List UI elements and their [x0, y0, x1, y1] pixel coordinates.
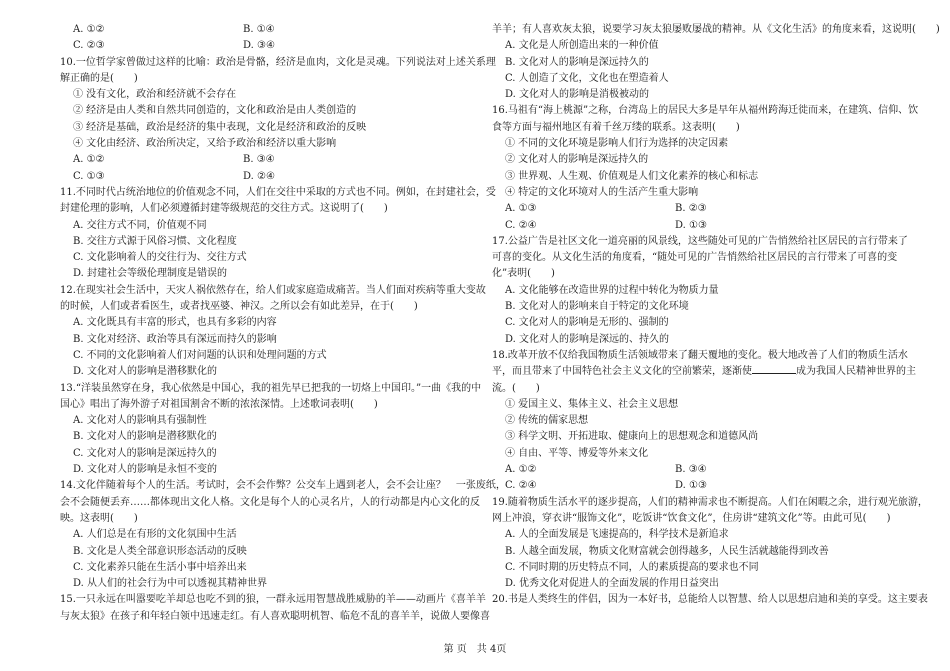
question-text-line: 20.书是人类终生的伴侣，因为一本好书，总能给人以智慧、给人以思想启迪和美的享受。这主要表: [492, 594, 928, 606]
question-text-line: 国心》唱出了海外游子对祖国割舍不断的浓浓深情。上述歌词表明( ): [60, 398, 378, 410]
answer-option: B. 文化是人类全部意识形态活动的反映: [73, 545, 247, 557]
answer-option: D. 文化对人的影响是潜移默化的: [73, 366, 218, 378]
question-text-line: 18.改革开放不仅给我国物质生活领域带来了翻天覆地的变化。极大地改善了人们的物质生活水: [492, 349, 908, 361]
answer-option: C. 文化对人的影响是深远持久的: [73, 447, 217, 459]
option-choice: B. ③④: [675, 464, 707, 476]
option-pair-row: [60, 38, 480, 54]
answer-option: ③ 科学文明、开拓进取、健康向上的思想观念和道德风尚: [505, 431, 759, 443]
answer-option: C. 文化对人的影响是无形的、强制的: [505, 317, 669, 329]
answer-option: ① 没有文化，政治和经济就不会存在: [73, 89, 237, 101]
answer-option: C. 人创造了文化，文化也在塑造着人: [505, 72, 669, 84]
answer-option: B. 文化对经济、政治等具有深远而持久的影响: [73, 333, 277, 345]
question-text-line: 19.随着物质生活水平的逐步提高，人们的精神需求也不断提高。人们在闲暇之余，进行观光旅游，: [492, 496, 928, 508]
question-text-line: 食等方面与福州地区有着千丝万缕的联系。这表明( ): [492, 121, 740, 133]
question-text: 平，而且带来了中国特色社会主义文化的空前繁荣，逐渐使: [492, 366, 752, 378]
answer-option: B. 人越全面发展，物质文化财富就会创得越多，人民生活就越能得到改善: [505, 545, 829, 557]
option-pair-row: [492, 218, 912, 234]
answer-option: ② 文化对人的影响是深远持久的: [505, 154, 649, 166]
option-choice: C. ②④: [505, 219, 537, 231]
question-text-line: 化”表明( ): [492, 268, 555, 280]
answer-option: ④ 文化由经济、政治所决定，又给予政治和经济以重大影响: [73, 138, 337, 150]
answer-option: C. 不同的文化影响着人们对问题的认识和处理问题的方式: [73, 349, 327, 361]
option-choice: A. ①②: [73, 24, 105, 35]
option-pair-row: [492, 462, 912, 478]
question-text-line: 13.“洋装虽然穿在身，我心依然是中国心，我的祖先早已把我的一切烙上中国印。”一曲《我的中: [60, 382, 482, 394]
option-choice: B. ②③: [675, 203, 707, 215]
answer-option: A. 文化是人所创造出来的一种价值: [505, 40, 659, 52]
option-choice: A. ①③: [505, 203, 537, 215]
answer-option: D. 封建社会等级伦理制度是错误的: [73, 268, 228, 280]
option-choice: D. ②④: [243, 170, 275, 182]
answer-option: C. 不同时期的历史特点不同，人的素质提高的要求也不同: [505, 561, 759, 573]
answer-option: ④ 特定的文化环境对人的生活产生重大影响: [505, 186, 699, 198]
answer-option: D. 文化对人的影响是永恒不变的: [73, 464, 218, 476]
question-text-line: 可喜的变化。从文化生活的角度看，“随处可见的广告悄然给社区居民的言行带来了可喜的变: [492, 252, 898, 264]
option-choice: D. ①③: [675, 480, 707, 492]
option-pair-row: [60, 22, 480, 38]
option-pair-row: [492, 201, 912, 217]
answer-option: C. 文化素养只能在生活小事中培养出来: [73, 561, 247, 573]
question-text-line: 16.马祖有“海上桃源”之称，台湾岛上的居民大多是早年从福州跨海迁徙而来，在建筑、信仰、饮: [492, 105, 919, 117]
question-text-line: 流。( ): [492, 382, 540, 394]
question-text-line: 与灰太狼》在孩子和年轻白领中迅速走红。有人喜欢聪明机智、临危不乱的喜羊羊，说做人要像喜: [60, 610, 490, 622]
right-column: [492, 22, 940, 609]
question-text-line: 10.一位哲学家曾做过这样的比喻：政治是骨骼，经济是血肉，文化是灵魂。下列说法对上述关系理: [60, 56, 496, 68]
question-text-line: 映。这表明( ): [60, 512, 138, 524]
answer-option: C. 文化影响着人的交往行为、交往方式: [73, 252, 247, 264]
question-text-line: 封建伦理的影响，人们必须遵循封建等级规范的交往方式。这说明了( ): [60, 203, 388, 215]
question-text: 成为我国人民精神世界的主: [796, 366, 916, 378]
option-choice: A. ①②: [505, 464, 537, 476]
answer-option: D. 从人们的社会行为中可以透视其精神世界: [73, 578, 268, 590]
question-text-line: 14.文化伴随着每个人的生活。考试时，会不会作弊？公交车上遇到老人，会不会让座？ 一张废纸，: [60, 480, 506, 492]
answer-option: B. 文化对人的影响是深远持久的: [505, 56, 649, 68]
question-text-line: 17.公益广告是社区文化一道亮丽的风景线，这些随处可见的广告悄然给社区居民的言行带来了: [492, 235, 908, 247]
option-pair-row: [60, 169, 480, 185]
answer-option: ④ 自由、平等、博爱等外来文化: [505, 447, 649, 459]
answer-option: D. 文化对人的影响是消极被动的: [505, 89, 650, 101]
answer-option: ① 爱国主义、集体主义、社会主义思想: [505, 398, 679, 410]
question-text-line: 的时候，人们或者看医生，或者找巫婆、神汉。之所以会有如此差异，在于( ): [60, 301, 418, 313]
option-choice: D. ①③: [675, 219, 707, 231]
answer-option: A. 人的全面发展是飞速提高的，科学技术是新追求: [505, 529, 729, 541]
answer-option: B. 文化对人的影响来自于特定的文化环境: [505, 301, 689, 313]
option-choice: A. ①②: [73, 154, 105, 166]
option-choice: C. ②③: [73, 40, 105, 52]
answer-option: D. 文化对人的影响是深远的、持久的: [505, 333, 670, 345]
option-choice: D. ③④: [243, 40, 275, 52]
question-text-line: 网上冲浪，穿衣讲“服饰文化”，吃饭讲“饮食文化”，住房讲“建筑文化”等。由此可见( ): [492, 512, 891, 524]
option-pair-row: [492, 478, 912, 494]
question-text-line: 会不会随便丢弃……都体现出文化人格。文化是每个人的心灵名片，人的行动都是内心文化的反: [60, 496, 480, 508]
question-text-line: 解正确的是( ): [60, 72, 138, 84]
answer-option: A. 交往方式不同，价值观不同: [73, 219, 207, 231]
answer-option: B. 文化对人的影响是潜移默化的: [73, 431, 217, 443]
answer-option: D. 优秀文化对促进人的全面发展的作用日益突出: [505, 578, 720, 590]
option-choice: B. ①④: [243, 24, 275, 35]
page-footer: 第 页 共 4页: [443, 644, 507, 655]
left-column: [60, 22, 506, 625]
option-choice: B. ③④: [243, 154, 275, 166]
answer-option: A. 人们总是在有形的文化氛围中生活: [73, 529, 237, 541]
answer-option: ③ 经济是基础，政治是经济的集中表现，文化是经济和政治的反映: [73, 121, 367, 133]
option-pair-row: [60, 152, 480, 168]
answer-option: ③ 世界观、人生观、价值观是人们文化素养的核心和标志: [505, 170, 759, 182]
question-text-line: 11.不同时代占统治地位的价值观念不同，人们在交往中采取的方式也不同。例如，在封建社会，受: [60, 186, 496, 198]
question-line-with-blank: [492, 364, 916, 380]
question-text-line: 羊羊；有人喜欢灰太狼，说要学习灰太狼屡败屡战的精神。从《文化生活》的角度来看，这说明( ): [492, 24, 940, 35]
question-text-line: 12.在现实社会生活中，天灾人祸依然存在，给人们或家庭造成痛苦。当人们面对疾病等重大变故: [60, 284, 486, 296]
question-text-line: 15.一只永远在叫嚣要吃羊却总也吃不到的狼，一群永远用智慧战胜威胁的羊——动画片《喜羊羊: [60, 594, 486, 606]
answer-option: ① 不同的文化环境是影响人们行为选择的决定因素: [505, 138, 729, 150]
option-choice: C. ①③: [73, 170, 105, 182]
option-choice: C. ②④: [505, 480, 537, 492]
fill-in-blank: [752, 364, 796, 374]
answer-option: A. 文化对人的影响具有强制性: [73, 415, 207, 427]
answer-option: ② 经济是由人类和自然共同创造的，文化和政治是由人类创造的: [73, 105, 357, 117]
answer-option: B. 交往方式源于风俗习惯、文化程度: [73, 235, 237, 247]
answer-option: ② 传统的儒家思想: [505, 415, 589, 427]
answer-option: A. 文化能够在改造世界的过程中转化为物质力量: [505, 284, 719, 296]
answer-option: A. 文化既具有丰富的形式，也具有多彩的内容: [73, 317, 277, 329]
